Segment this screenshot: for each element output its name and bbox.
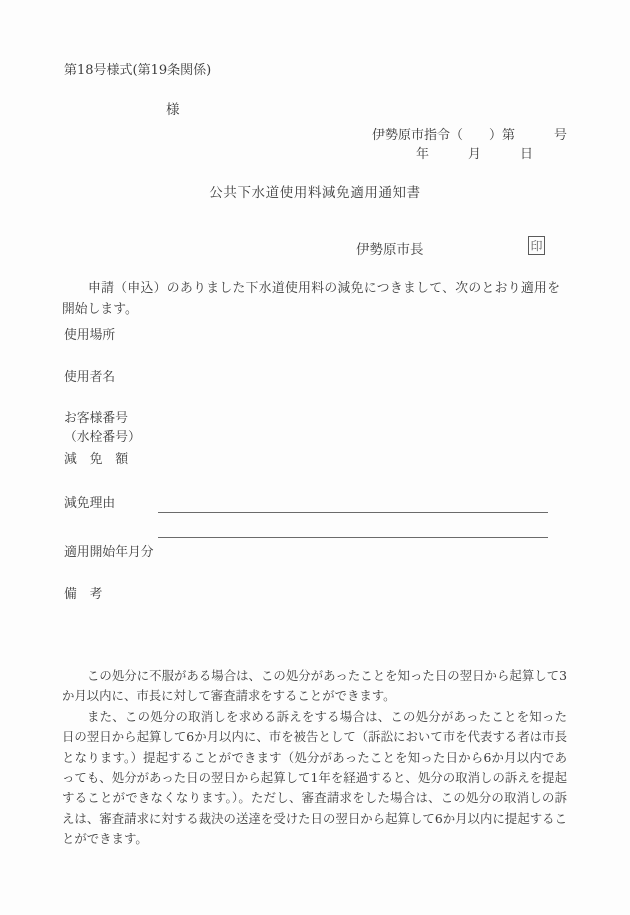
page-title: 公共下水道使用料減免適用通知書: [209, 185, 421, 201]
field-label-user-name: 使用者名: [64, 370, 116, 385]
field-label-start-year-month: 適用開始年月分: [64, 545, 154, 560]
legal-notice-block: [62, 666, 567, 850]
field-label-usage-location: 使用場所: [64, 328, 116, 343]
field-label-remarks: 備 考: [64, 587, 103, 602]
issuer-row: [356, 236, 576, 258]
legal-notice-paragraph-2: また、この処分の取消しを求める訴えをする場合は、この処分があったことを知った日の翌日から起算して6か月以内に、市を被告として（訴訟において市を代表する者は市長となります。）提起することができます（処分があったことを知った日から6か月以内であっても、処分があった日の翌日から起算して1年を経過すると、処分の取消しの訴えを提起することができなくなります。）。ただし、審査請求をした場合は、この処分の取消しの訴えは、審査請求に対する裁決の送達を受けた日の翌日から起算して6か月以内に提起することができます。: [62, 708, 567, 847]
field-label-tap-number: （水栓番号）: [64, 430, 141, 445]
reduction-reason-rule-1: [158, 512, 548, 513]
document-number: 伊勢原市指令（ ）第 号: [372, 128, 568, 143]
field-label-customer-number: お客様番号: [64, 411, 128, 426]
field-label-reduction-reason: 減免理由: [64, 496, 116, 511]
legal-notice-paragraph-1: この処分に不服がある場合は、この処分があったことを知った日の翌日から起算して3か月以内に、市長に対して審査請求をすることができます。: [62, 668, 567, 704]
document-date: 年 月 日: [416, 147, 534, 162]
issuer-name: 伊勢原市長: [356, 242, 424, 258]
document-number-block: [300, 126, 570, 164]
body-paragraph: 申請（申込）のありました下水道使用料の減免につきまして、次のとおり適用を開始します。: [62, 281, 560, 317]
reduction-reason-rule-2: [158, 537, 548, 538]
form-number: 第18号様式(第19条関係): [64, 63, 212, 78]
seal-stamp-icon: 印: [528, 236, 545, 255]
field-label-reduction-amount: 減 免 額: [64, 452, 128, 467]
recipient-honorific: 様: [166, 102, 180, 118]
